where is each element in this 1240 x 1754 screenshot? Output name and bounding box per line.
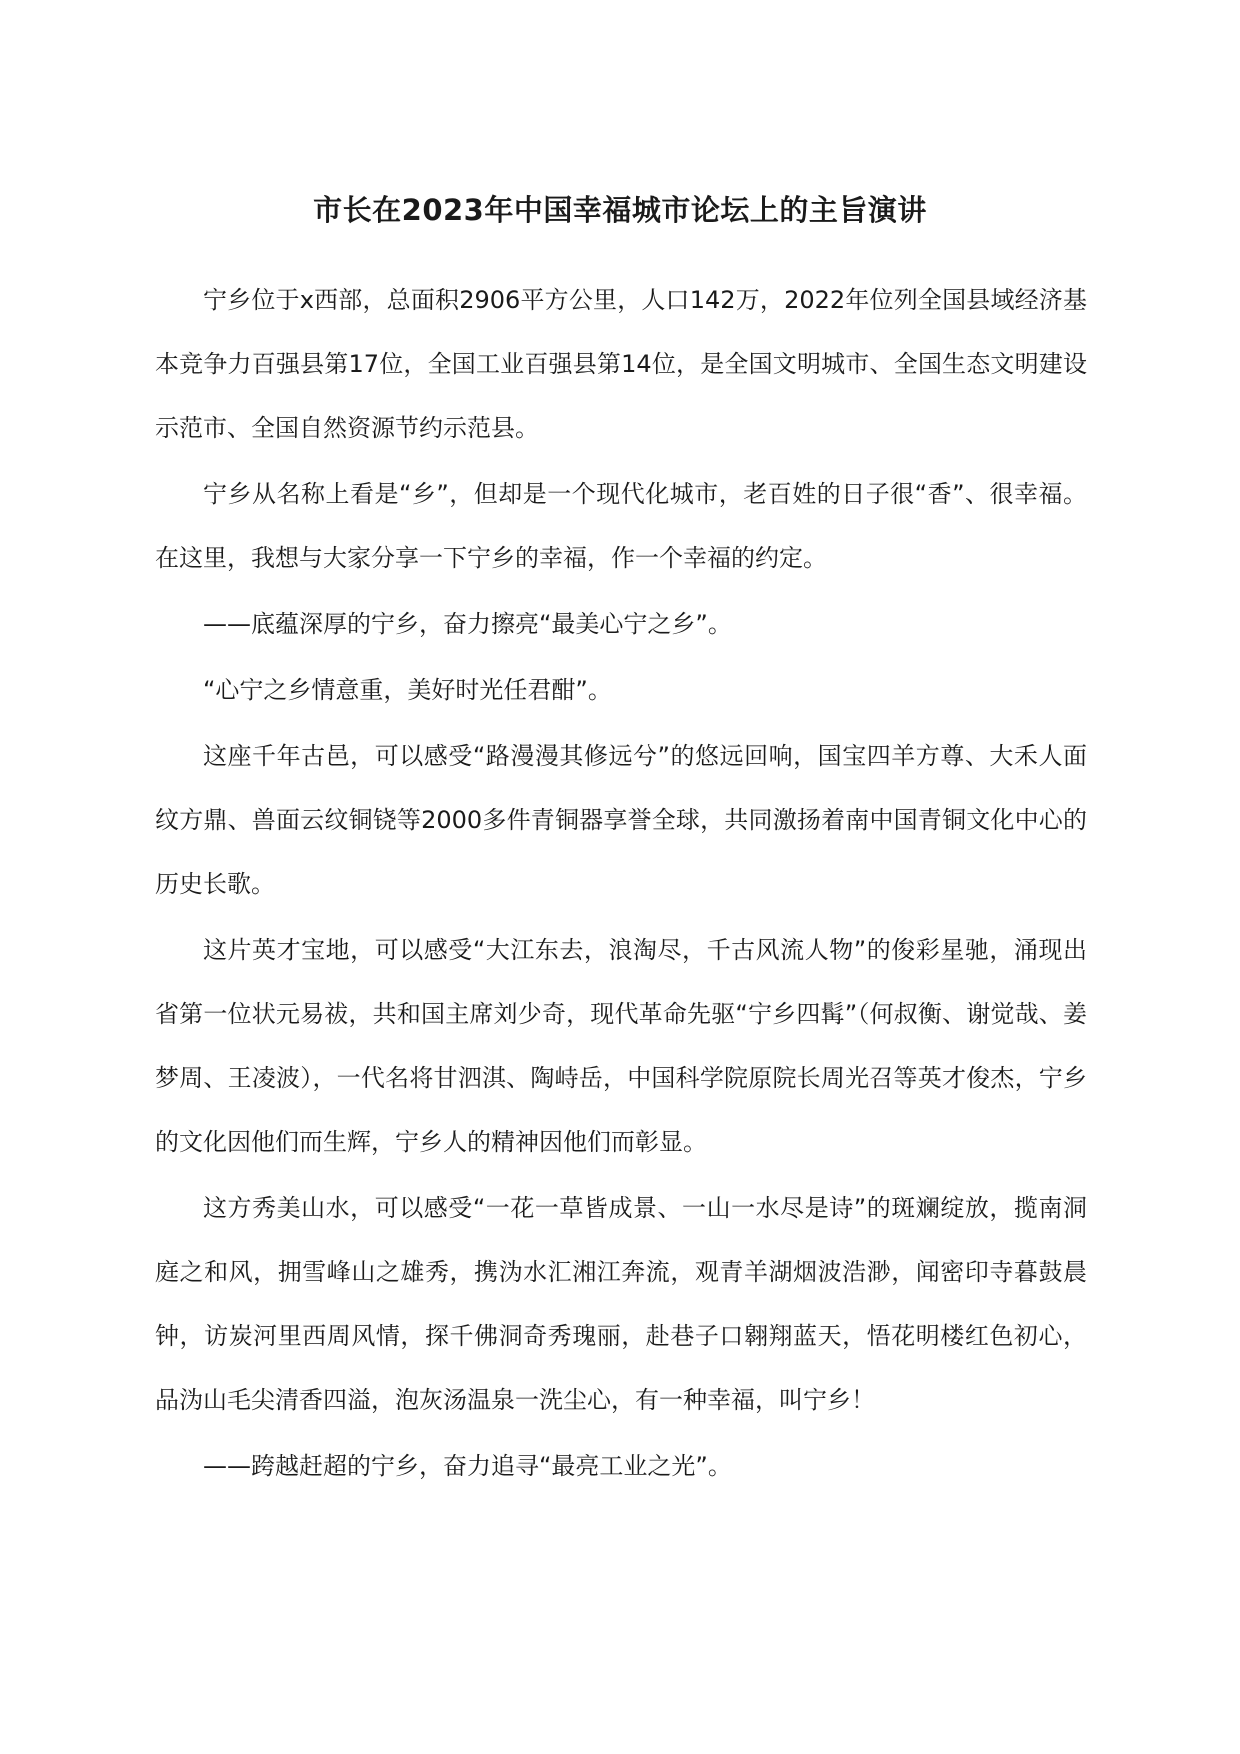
- paragraph: ——底蕴深厚的宁乡，奋力擦亮“最美心宁之乡”。: [203, 610, 732, 638]
- document-body: [155, 268, 1087, 1500]
- paragraph: 宁乡从名称上看是“乡”，但却是一个现代化城市，老百姓的日子很“香”、很幸福。在这里，我想与大家分享一下宁乡的幸福，作一个幸福的约定。: [155, 480, 1087, 572]
- document-title: 市长在2023年中国幸福城市论坛上的主旨演讲: [313, 193, 927, 227]
- paragraph: “心宁之乡情意重，美好时光任君酣”。: [203, 676, 612, 704]
- paragraph: 这座千年古邑，可以感受“路漫漫其修远兮”的悠远回响，国宝四羊方尊、大禾人面纹方鼎、兽面云纹铜铙等2000多件青铜器享誉全球，共同激扬着南中国青铜文化中心的历史长歌。: [155, 742, 1087, 898]
- paragraph: ——跨越赶超的宁乡，奋力追寻“最亮工业之光”。: [203, 1452, 732, 1480]
- paragraph: 宁乡位于x西部，总面积2906平方公里，人口142万，2022年位列全国县域经济基本竞争力百强县第17位，全国工业百强县第14位，是全国文明城市、全国生态文明建设示范市、全国自然资源节约示范县。: [155, 286, 1087, 442]
- paragraph: 这方秀美山水，可以感受“一花一草皆成景、一山一水尽是诗”的斑斓绽放，揽南洞庭之和风，拥雪峰山之雄秀，携沩水汇湘江奔流，观青羊湖烟波浩渺，闻密印寺暮鼓晨钟，访炭河里西周风情，探千佛洞奇秀瑰丽，赴巷子口翱翔蓝天，悟花明楼红色初心，品沩山毛尖清香四溢，泡灰汤温泉一洗尘心，有一种幸福，叫宁乡！: [155, 1194, 1087, 1414]
- paragraph: 这片英才宝地，可以感受“大江东去，浪淘尽，千古风流人物”的俊彩星驰，涌现出省第一位状元易祓，共和国主席刘少奇，现代革命先驱“宁乡四髯”（何叔衡、谢觉哉、姜梦周、王凌波），一代名将甘泗淇、陶峙岳，中国科学院原院长周光召等英才俊杰，宁乡的文化因他们而生辉，宁乡人的精神因他们而彰显。: [155, 936, 1087, 1156]
